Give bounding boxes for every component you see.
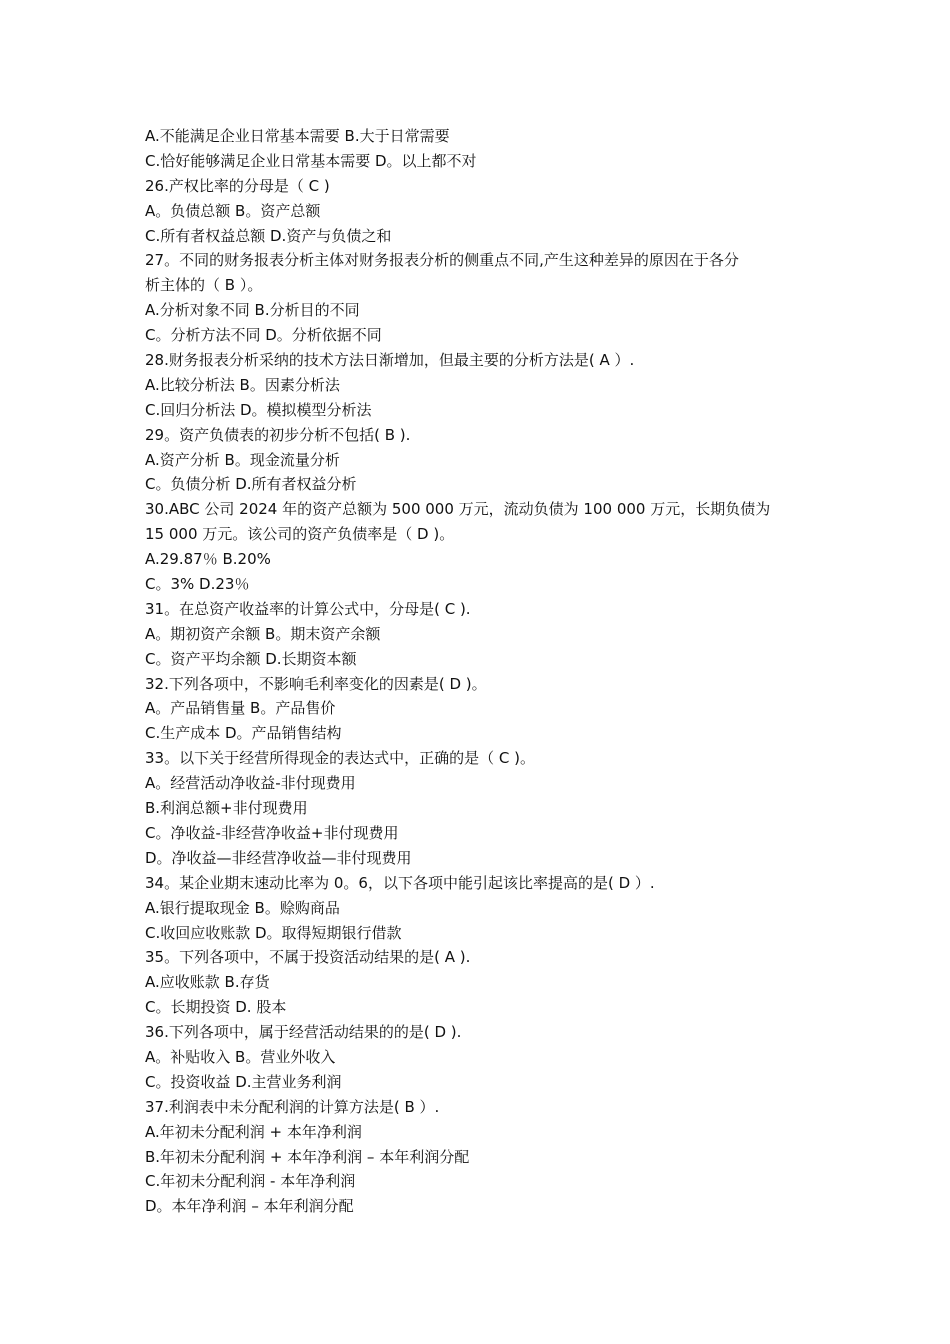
text-line: C。3% D.23％ bbox=[145, 575, 250, 594]
text-line: 33。以下关于经营所得现金的表达式中，正确的是（ C )。 bbox=[145, 749, 535, 768]
text-line: 27。不同的财务报表分析主体对财务报表分析的侧重点不同,产生这种差异的原因在于各分 bbox=[145, 251, 739, 270]
text-line: A.资产分析 B。现金流量分析 bbox=[145, 450, 340, 469]
text-line: 26.产权比率的分母是（ C ) bbox=[145, 176, 330, 195]
text-line: A.比较分析法 B。因素分析法 bbox=[145, 375, 340, 394]
text-line: C。投资收益 D.主营业务利润 bbox=[145, 1072, 342, 1091]
text-line: A.29.87％ B.20% bbox=[145, 550, 271, 569]
text-line: C.生产成本 D。产品销售结构 bbox=[145, 724, 342, 743]
text-line: 35。下列各项中，不属于投资活动结果的是( A ). bbox=[145, 948, 471, 967]
text-line: 31。在总资产收益率的计算公式中，分母是( C ). bbox=[145, 599, 471, 618]
document-body bbox=[145, 124, 810, 1219]
text-line: 15 000 万元。该公司的资产负债率是（ D )。 bbox=[145, 525, 455, 544]
text-line: C.回归分析法 D。模拟模型分析法 bbox=[145, 400, 372, 419]
text-line: 28.财务报表分析采纳的技术方法日渐增加，但最主要的分析方法是( A ）. bbox=[145, 351, 635, 370]
text-line: D。本年净利润 – 本年利润分配 bbox=[145, 1197, 354, 1216]
text-line: C。负债分析 D.所有者权益分析 bbox=[145, 475, 357, 494]
text-line: C.恰好能够满足企业日常基本需要 D。以上都不对 bbox=[145, 151, 477, 170]
text-line: 30.ABC 公司 2024 年的资产总额为 500 000 万元，流动负债为 100 000 万元，长期负债为 bbox=[145, 500, 771, 519]
text-line: D。净收益—非经营净收益—非付现费用 bbox=[145, 848, 412, 867]
text-line: C。分析方法不同 D。分析依据不同 bbox=[145, 326, 382, 345]
text-line: 29。资产负债表的初步分析不包括( B ). bbox=[145, 425, 411, 444]
text-line: A.银行提取现金 B。赊购商品 bbox=[145, 898, 340, 917]
text-line: A。负债总额 B。资产总额 bbox=[145, 201, 321, 220]
text-line: C。长期投资 D. 股本 bbox=[145, 998, 287, 1017]
text-line: 37.利润表中未分配利润的计算方法是( B ）. bbox=[145, 1097, 440, 1116]
text-line: A。补贴收入 B。营业外收入 bbox=[145, 1047, 336, 1066]
text-line: A.年初未分配利润 + 本年净利润 bbox=[145, 1122, 362, 1141]
text-line: 32.下列各项中，不影响毛利率变化的因素是( D )。 bbox=[145, 674, 487, 693]
text-line: B.年初未分配利润 + 本年净利润 – 本年利润分配 bbox=[145, 1147, 470, 1166]
text-line: C.年初未分配利润 - 本年净利润 bbox=[145, 1172, 356, 1191]
text-line: C.收回应收账款 D。取得短期银行借款 bbox=[145, 923, 402, 942]
text-line: A。产品销售量 B。产品售价 bbox=[145, 699, 336, 718]
text-line: A.分析对象不同 B.分析目的不同 bbox=[145, 301, 360, 320]
text-line: 34。某企业期末速动比率为 0。6，以下各项中能引起该比率提高的是( D ）. bbox=[145, 873, 655, 892]
text-line: 析主体的（ B ）。 bbox=[145, 276, 263, 295]
text-line: A。经营活动净收益-非付现费用 bbox=[145, 774, 356, 793]
text-line: C.所有者权益总额 D.资产与负债之和 bbox=[145, 226, 392, 245]
text-line: C。净收益-非经营净收益+非付现费用 bbox=[145, 823, 399, 842]
text-line: 36.下列各项中，属于经营活动结果的的是( D ). bbox=[145, 1023, 462, 1042]
text-line: A.应收账款 B.存货 bbox=[145, 973, 270, 992]
text-line: A.不能满足企业日常基本需要 B.大于日常需要 bbox=[145, 127, 450, 145]
text-line: A。期初资产余额 B。期末资产余额 bbox=[145, 624, 381, 643]
text-line: B.利润总额+非付现费用 bbox=[145, 799, 308, 818]
text-line: C。资产平均余额 D.长期资本额 bbox=[145, 649, 357, 668]
